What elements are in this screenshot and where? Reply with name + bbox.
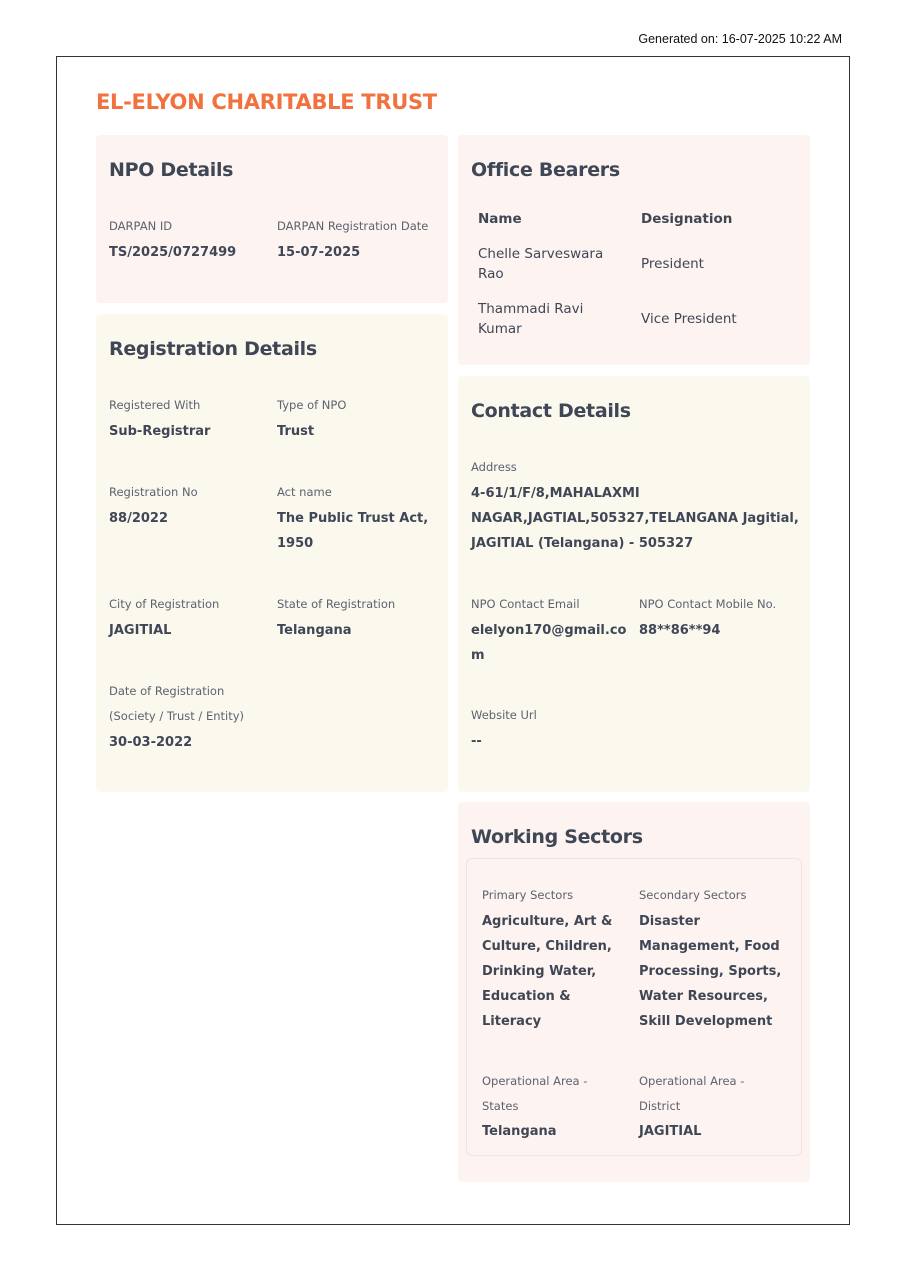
darpan-id-label: DARPAN ID <box>109 219 173 233</box>
organization-title: EL-ELYON CHARITABLE TRUST <box>96 90 437 114</box>
secondary-sectors-value: Disaster Management, Food Processing, Sports, Water Resources, Skill Development <box>639 914 782 1029</box>
city-of-registration-value: JAGITIAL <box>109 623 172 638</box>
contact-details-card <box>458 376 810 792</box>
contact-mobile-value: 88**86**94 <box>639 623 721 638</box>
address-label: Address <box>471 460 517 474</box>
contact-email-label: NPO Contact Email <box>471 597 580 611</box>
operational-states-label: Operational Area - States <box>482 1074 588 1113</box>
act-name-value: The Public Trust Act, 1950 <box>277 511 429 551</box>
contact-mobile-label: NPO Contact Mobile No. <box>639 597 777 611</box>
city-of-registration-label: City of Registration <box>109 597 220 611</box>
darpan-reg-date-value: 15-07-2025 <box>277 245 361 260</box>
office-bearers-card <box>458 135 810 365</box>
bearer-name: Chelle Sarveswara Rao <box>478 246 604 282</box>
bearer-designation: President <box>641 256 704 272</box>
darpan-reg-date-label: DARPAN Registration Date <box>277 219 429 233</box>
operational-district-label: Operational Area - District <box>639 1074 745 1113</box>
operational-district-value: JAGITIAL <box>639 1124 702 1139</box>
generated-timestamp: Generated on: 16-07-2025 10:22 AM <box>638 32 842 46</box>
npo-type-label: Type of NPO <box>277 398 347 412</box>
operational-states-value: Telangana <box>482 1124 557 1139</box>
registration-no-label: Registration No <box>109 485 198 499</box>
bearer-name: Thammadi Ravi Kumar <box>478 301 584 337</box>
registered-with-value: Sub-Registrar <box>109 424 211 439</box>
website-url-label: Website Url <box>471 708 537 722</box>
npo-type-value: Trust <box>277 424 315 439</box>
npo-details-card <box>96 135 448 303</box>
working-sectors-card <box>458 802 810 1182</box>
primary-sectors-label: Primary Sectors <box>482 888 574 902</box>
bearer-designation: Vice President <box>641 311 737 327</box>
registration-details-card <box>96 314 448 792</box>
secondary-sectors-label: Secondary Sectors <box>639 888 747 902</box>
darpan-id-value: TS/2025/0727499 <box>109 245 237 260</box>
bearer-name-header: Name <box>478 211 522 227</box>
website-url-value: -- <box>471 734 482 749</box>
date-of-registration-value: 30-03-2022 <box>109 735 193 750</box>
date-of-registration-label: Date of Registration (Society / Trust / Entity) <box>109 684 245 723</box>
registered-with-label: Registered With <box>109 398 201 412</box>
state-of-registration-label: State of Registration <box>277 597 396 611</box>
office-bearers-title: Office Bearers <box>471 159 620 181</box>
primary-sectors-value: Agriculture, Art & Culture, Children, Drinking Water, Education & Literacy <box>482 914 613 1029</box>
contact-email-value: elelyon170@gmail.com <box>471 623 627 663</box>
contact-details-title: Contact Details <box>471 400 631 422</box>
address-value: 4-61/1/F/8,MAHALAXMI NAGAR,JAGTIAL,505327,TELANGANA Jagitial, JAGITIAL (Telangana) - 505327 <box>471 486 799 551</box>
working-sectors-box <box>466 858 802 1156</box>
act-name-label: Act name <box>277 485 332 499</box>
state-of-registration-value: Telangana <box>277 623 352 638</box>
bearer-designation-header: Designation <box>641 211 733 227</box>
registration-no-value: 88/2022 <box>109 511 169 526</box>
npo-details-title: NPO Details <box>109 159 234 181</box>
working-sectors-title: Working Sectors <box>471 826 643 848</box>
registration-details-title: Registration Details <box>109 338 317 360</box>
